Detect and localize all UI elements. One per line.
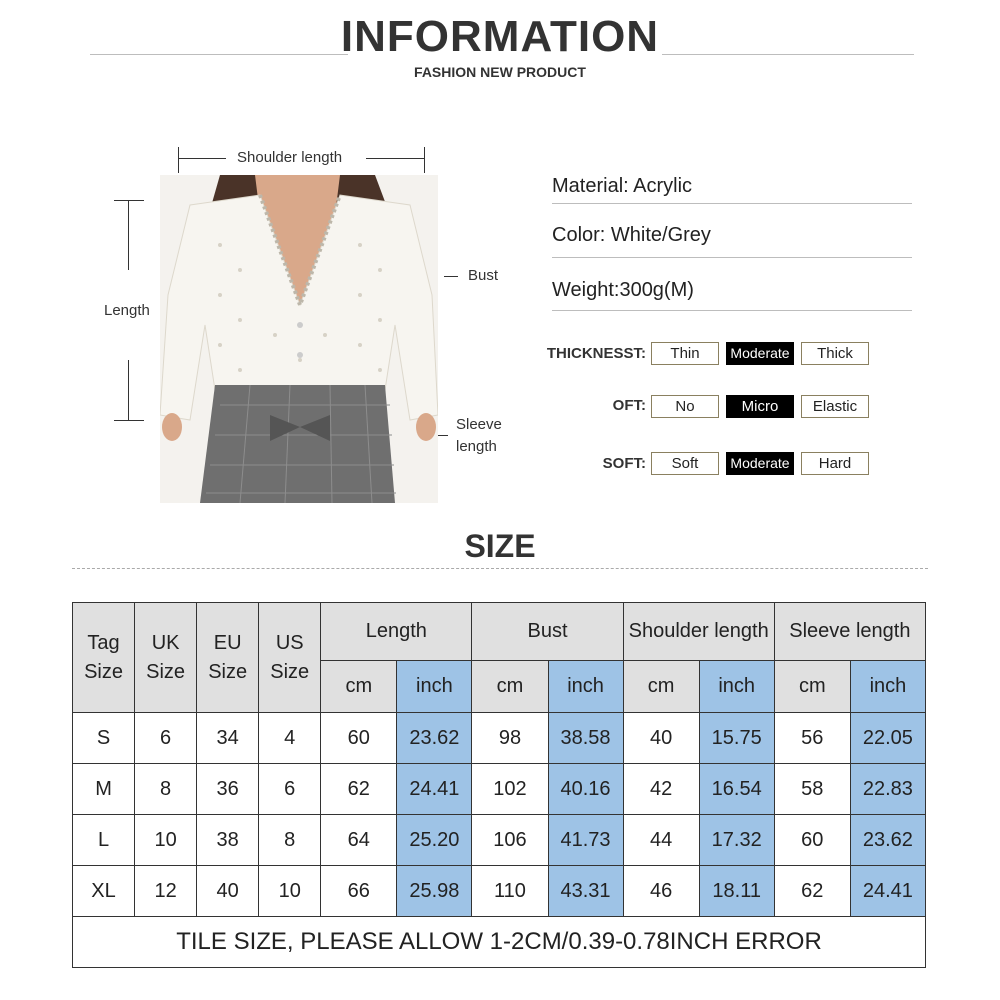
product-photo <box>160 175 438 503</box>
cell-shoulder-inch: 18.11 <box>699 866 774 917</box>
softness-option-moderate: Moderate <box>726 452 794 475</box>
shoulder-line-left <box>178 158 226 159</box>
unit-cm: cm <box>321 661 397 713</box>
cell-length-cm: 62 <box>321 764 397 815</box>
cell-bust-inch: 40.16 <box>548 764 623 815</box>
size-table <box>72 602 926 968</box>
cell-uk-size: 10 <box>135 815 197 866</box>
unit-cm: cm <box>623 661 699 713</box>
info-divider-2 <box>552 257 912 258</box>
cell-bust-inch: 38.58 <box>548 713 623 764</box>
cell-sleeve-inch: 22.05 <box>850 713 925 764</box>
stretch-option-no: No <box>651 395 719 418</box>
thickness-option-moderate: Moderate <box>726 342 794 365</box>
cell-bust-cm: 102 <box>472 764 548 815</box>
cell-length-cm: 60 <box>321 713 397 764</box>
header-sleeve-length: Sleeve length <box>774 603 925 661</box>
length-line-top <box>128 200 129 270</box>
cell-shoulder-cm: 40 <box>623 713 699 764</box>
cell-shoulder-inch: 17.32 <box>699 815 774 866</box>
cell-length-inch: 25.20 <box>397 815 472 866</box>
bust-pointer <box>444 276 458 277</box>
cell-sleeve-inch: 22.83 <box>850 764 925 815</box>
info-divider-1 <box>552 203 912 204</box>
cell-uk-size: 8 <box>135 764 197 815</box>
header-uk-line1: UK <box>151 631 180 654</box>
header-us-line2: Size <box>270 660 310 683</box>
info-divider-3 <box>552 310 912 311</box>
cell-eu-size: 40 <box>197 866 259 917</box>
header-shoulder-length: Shoulder length <box>623 603 774 661</box>
color-info: Color: White/Grey <box>552 224 711 246</box>
header-eu-size <box>197 603 259 713</box>
cell-eu-size: 34 <box>197 713 259 764</box>
header-us-line1: US <box>275 631 304 654</box>
cell-sleeve-cm: 58 <box>774 764 850 815</box>
cell-shoulder-inch: 15.75 <box>699 713 774 764</box>
size-title: SIZE <box>464 528 536 564</box>
unit-inch: inch <box>397 661 472 713</box>
shoulder-length-label: Shoulder length <box>237 149 343 166</box>
cell-bust-inch: 41.73 <box>548 815 623 866</box>
softness-label: SOFT: <box>602 455 646 472</box>
shoulder-line-right <box>366 158 424 159</box>
cell-length-inch: 25.98 <box>397 866 472 917</box>
table-row <box>73 764 926 815</box>
cell-sleeve-cm: 62 <box>774 866 850 917</box>
cell-sleeve-inch: 24.41 <box>850 866 925 917</box>
cell-sleeve-cm: 56 <box>774 713 850 764</box>
cell-shoulder-cm: 44 <box>623 815 699 866</box>
cell-us-size: 8 <box>259 815 321 866</box>
length-tick-top <box>114 200 144 201</box>
cell-tag-size: S <box>73 713 135 764</box>
cell-shoulder-inch: 16.54 <box>699 764 774 815</box>
cell-length-cm: 64 <box>321 815 397 866</box>
cell-length-cm: 66 <box>321 866 397 917</box>
header-eu-line2: Size <box>208 660 248 683</box>
cell-eu-size: 36 <box>197 764 259 815</box>
cell-uk-size: 6 <box>135 713 197 764</box>
table-row <box>73 815 926 866</box>
header-length: Length <box>321 603 472 661</box>
material-info: Material: Acrylic <box>552 175 693 197</box>
unit-inch: inch <box>850 661 925 713</box>
length-tick-bottom <box>114 420 144 421</box>
cell-shoulder-cm: 46 <box>623 866 699 917</box>
stretch-label: OFT: <box>612 397 646 414</box>
sleeve-label-line2: length <box>456 438 497 455</box>
cell-bust-inch: 43.31 <box>548 866 623 917</box>
header-tag-line2: Size <box>84 660 123 683</box>
size-error-note: TILE SIZE, PLEASE ALLOW 1-2CM/0.39-0.78INCH ERROR <box>73 917 926 968</box>
cell-eu-size: 38 <box>197 815 259 866</box>
header-uk-size <box>135 603 197 713</box>
cell-tag-size: L <box>73 815 135 866</box>
table-header-row-1 <box>73 603 926 661</box>
bust-label: Bust <box>468 267 499 284</box>
header-eu-line1: EU <box>213 631 242 654</box>
cell-bust-cm: 106 <box>472 815 548 866</box>
header-tag-size <box>73 603 135 713</box>
shoulder-tick-left <box>178 147 179 173</box>
header-uk-line2: Size <box>146 660 186 683</box>
cell-uk-size: 12 <box>135 866 197 917</box>
cell-sleeve-inch: 23.62 <box>850 815 925 866</box>
header-us-size <box>259 603 321 713</box>
table-row <box>73 713 926 764</box>
weight-info: Weight:300g(M) <box>552 279 694 301</box>
stretch-option-elastic: Elastic <box>801 395 869 418</box>
cell-tag-size: XL <box>73 866 135 917</box>
cell-tag-size: M <box>73 764 135 815</box>
softness-option-hard: Hard <box>801 452 869 475</box>
unit-cm: cm <box>774 661 850 713</box>
unit-cm: cm <box>472 661 548 713</box>
cell-us-size: 10 <box>259 866 321 917</box>
cell-bust-cm: 110 <box>472 866 548 917</box>
thickness-option-thin: Thin <box>651 342 719 365</box>
table-row <box>73 866 926 917</box>
softness-option-soft: Soft <box>651 452 719 475</box>
table-footer-row <box>73 917 926 968</box>
cell-shoulder-cm: 42 <box>623 764 699 815</box>
stretch-option-micro: Micro <box>726 395 794 418</box>
thickness-option-thick: Thick <box>801 342 869 365</box>
shoulder-tick-right <box>424 147 425 173</box>
header-bust: Bust <box>472 603 623 661</box>
length-label: Length <box>104 302 150 319</box>
cell-length-inch: 24.41 <box>397 764 472 815</box>
header-tag-line1: Tag <box>87 631 120 654</box>
cell-length-inch: 23.62 <box>397 713 472 764</box>
unit-inch: inch <box>548 661 623 713</box>
page-title: INFORMATION <box>340 12 660 61</box>
cell-sleeve-cm: 60 <box>774 815 850 866</box>
cell-bust-cm: 98 <box>472 713 548 764</box>
size-divider <box>72 568 928 569</box>
thickness-label: THICKNESST: <box>546 345 646 362</box>
cell-us-size: 6 <box>259 764 321 815</box>
sleeve-label-line1: Sleeve <box>456 416 502 433</box>
page-subtitle: FASHION NEW PRODUCT <box>414 64 586 80</box>
unit-inch: inch <box>699 661 774 713</box>
cell-us-size: 4 <box>259 713 321 764</box>
length-line-bottom <box>128 360 129 420</box>
